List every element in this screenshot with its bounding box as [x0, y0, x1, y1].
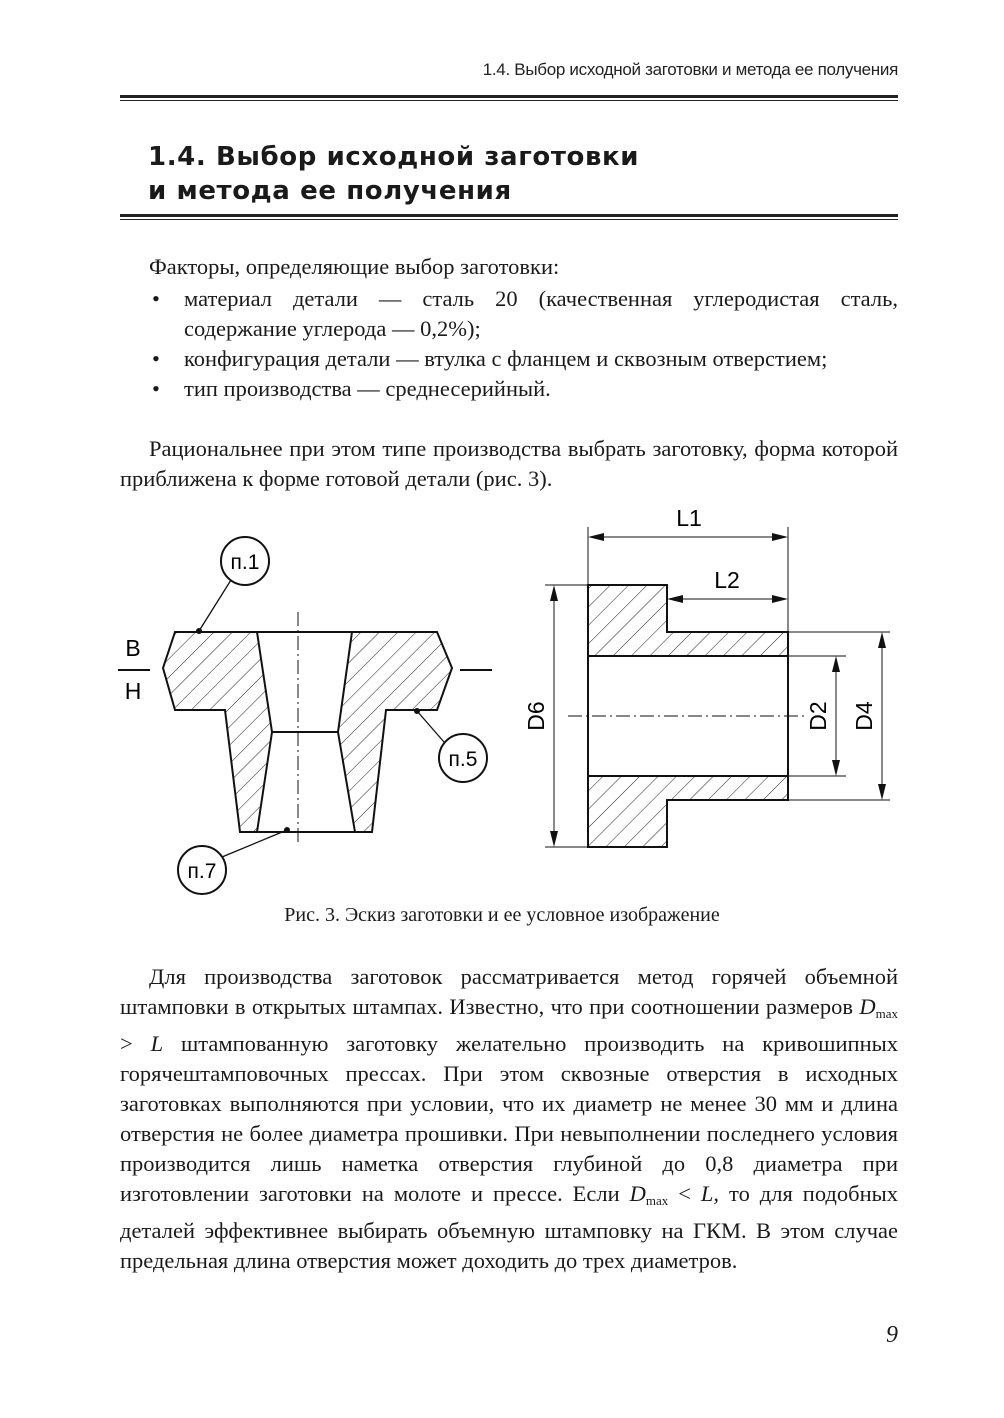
operator-lt: <	[668, 1181, 701, 1206]
operator-gt: >	[120, 1031, 151, 1056]
conclusion-text: Рациональнее при этом типе производства выбрать заготовку, форма которой приближена к форме готовой детали (рис. 3).	[120, 436, 898, 491]
page-number: 9	[886, 1322, 898, 1348]
running-header: 1.4. Выбор исходной заготовки и метода ее получения	[482, 60, 898, 79]
dim-d4-label: D4	[851, 701, 877, 731]
dim-l2-label: L2	[714, 567, 740, 593]
hatched-wall-left	[163, 632, 272, 832]
left-sketch	[118, 537, 492, 894]
list-item-text: тип производства — среднесерийный.	[184, 376, 551, 401]
var-d: D	[859, 994, 876, 1019]
dim-l1-label: L1	[676, 505, 702, 531]
dim-d6-label: D6	[523, 701, 549, 731]
text-segment: то для подобных деталей эффективнее выбирать объемную штамповку на ГКМ. В этом случае предельная длина отверстия может доходить до трех диаметров.	[120, 1181, 898, 1273]
parting-label-bottom: Н	[124, 678, 142, 704]
main-paragraph	[120, 962, 898, 1276]
hatched-flange-bottom	[588, 776, 788, 847]
hatched-flange-top	[588, 585, 788, 656]
var-d: D	[629, 1181, 646, 1206]
section-title-line1: 1.4. Выбор исходной заготовки	[148, 142, 640, 172]
list-item-text: конфигурация детали — втулка с фланцем и сквозным отверстием;	[184, 346, 828, 371]
right-sketch	[523, 505, 890, 847]
var-l: L	[150, 1031, 164, 1056]
factors-lead: Факторы, определяющие выбор заготовки:	[149, 254, 560, 279]
callout-p7-label: п.7	[187, 860, 217, 883]
bullet-icon: •	[152, 286, 160, 311]
list-item-text: материал детали — сталь 20 (качественная углеродистая сталь, содержание углерода — 0,2%);	[184, 286, 898, 341]
subscript-max: max	[875, 1006, 898, 1021]
dim-d2-label: D2	[805, 701, 831, 731]
section-title-line2: и метода ее получения	[148, 176, 512, 206]
main-text	[120, 962, 898, 1276]
figure-caption: Рис. 3. Эскиз заготовки и ее условное изображение	[284, 904, 720, 926]
callout-p1-label: п.1	[230, 551, 260, 574]
callout-p5-label: п.5	[448, 748, 478, 771]
subscript-max: max	[645, 1193, 669, 1208]
bullet-icon: •	[152, 346, 160, 371]
parting-label-top: В	[125, 635, 141, 661]
var-l: L,	[700, 1181, 720, 1206]
bullet-icon: •	[152, 376, 160, 401]
text-segment: Для производства заготовок рассматривается метод горячей объемной штамповки в открытых штампах. Известно, что при соотношении размеров	[120, 964, 898, 1019]
text-segment: штампованную заготовку желательно производить на кривошипных горячештамповочных прессах. При этом сквозные отверстия в исходных заготовках выполняются при условии, что их диаметр не менее 30 мм и длина отверстия не более диаметра прошивки. При невыполнении последнего условия производится лишь наметка отверстия глубиной до 0,8 диаметра при изготовлении заготовки на молоте и прессе. Если	[120, 1031, 898, 1206]
